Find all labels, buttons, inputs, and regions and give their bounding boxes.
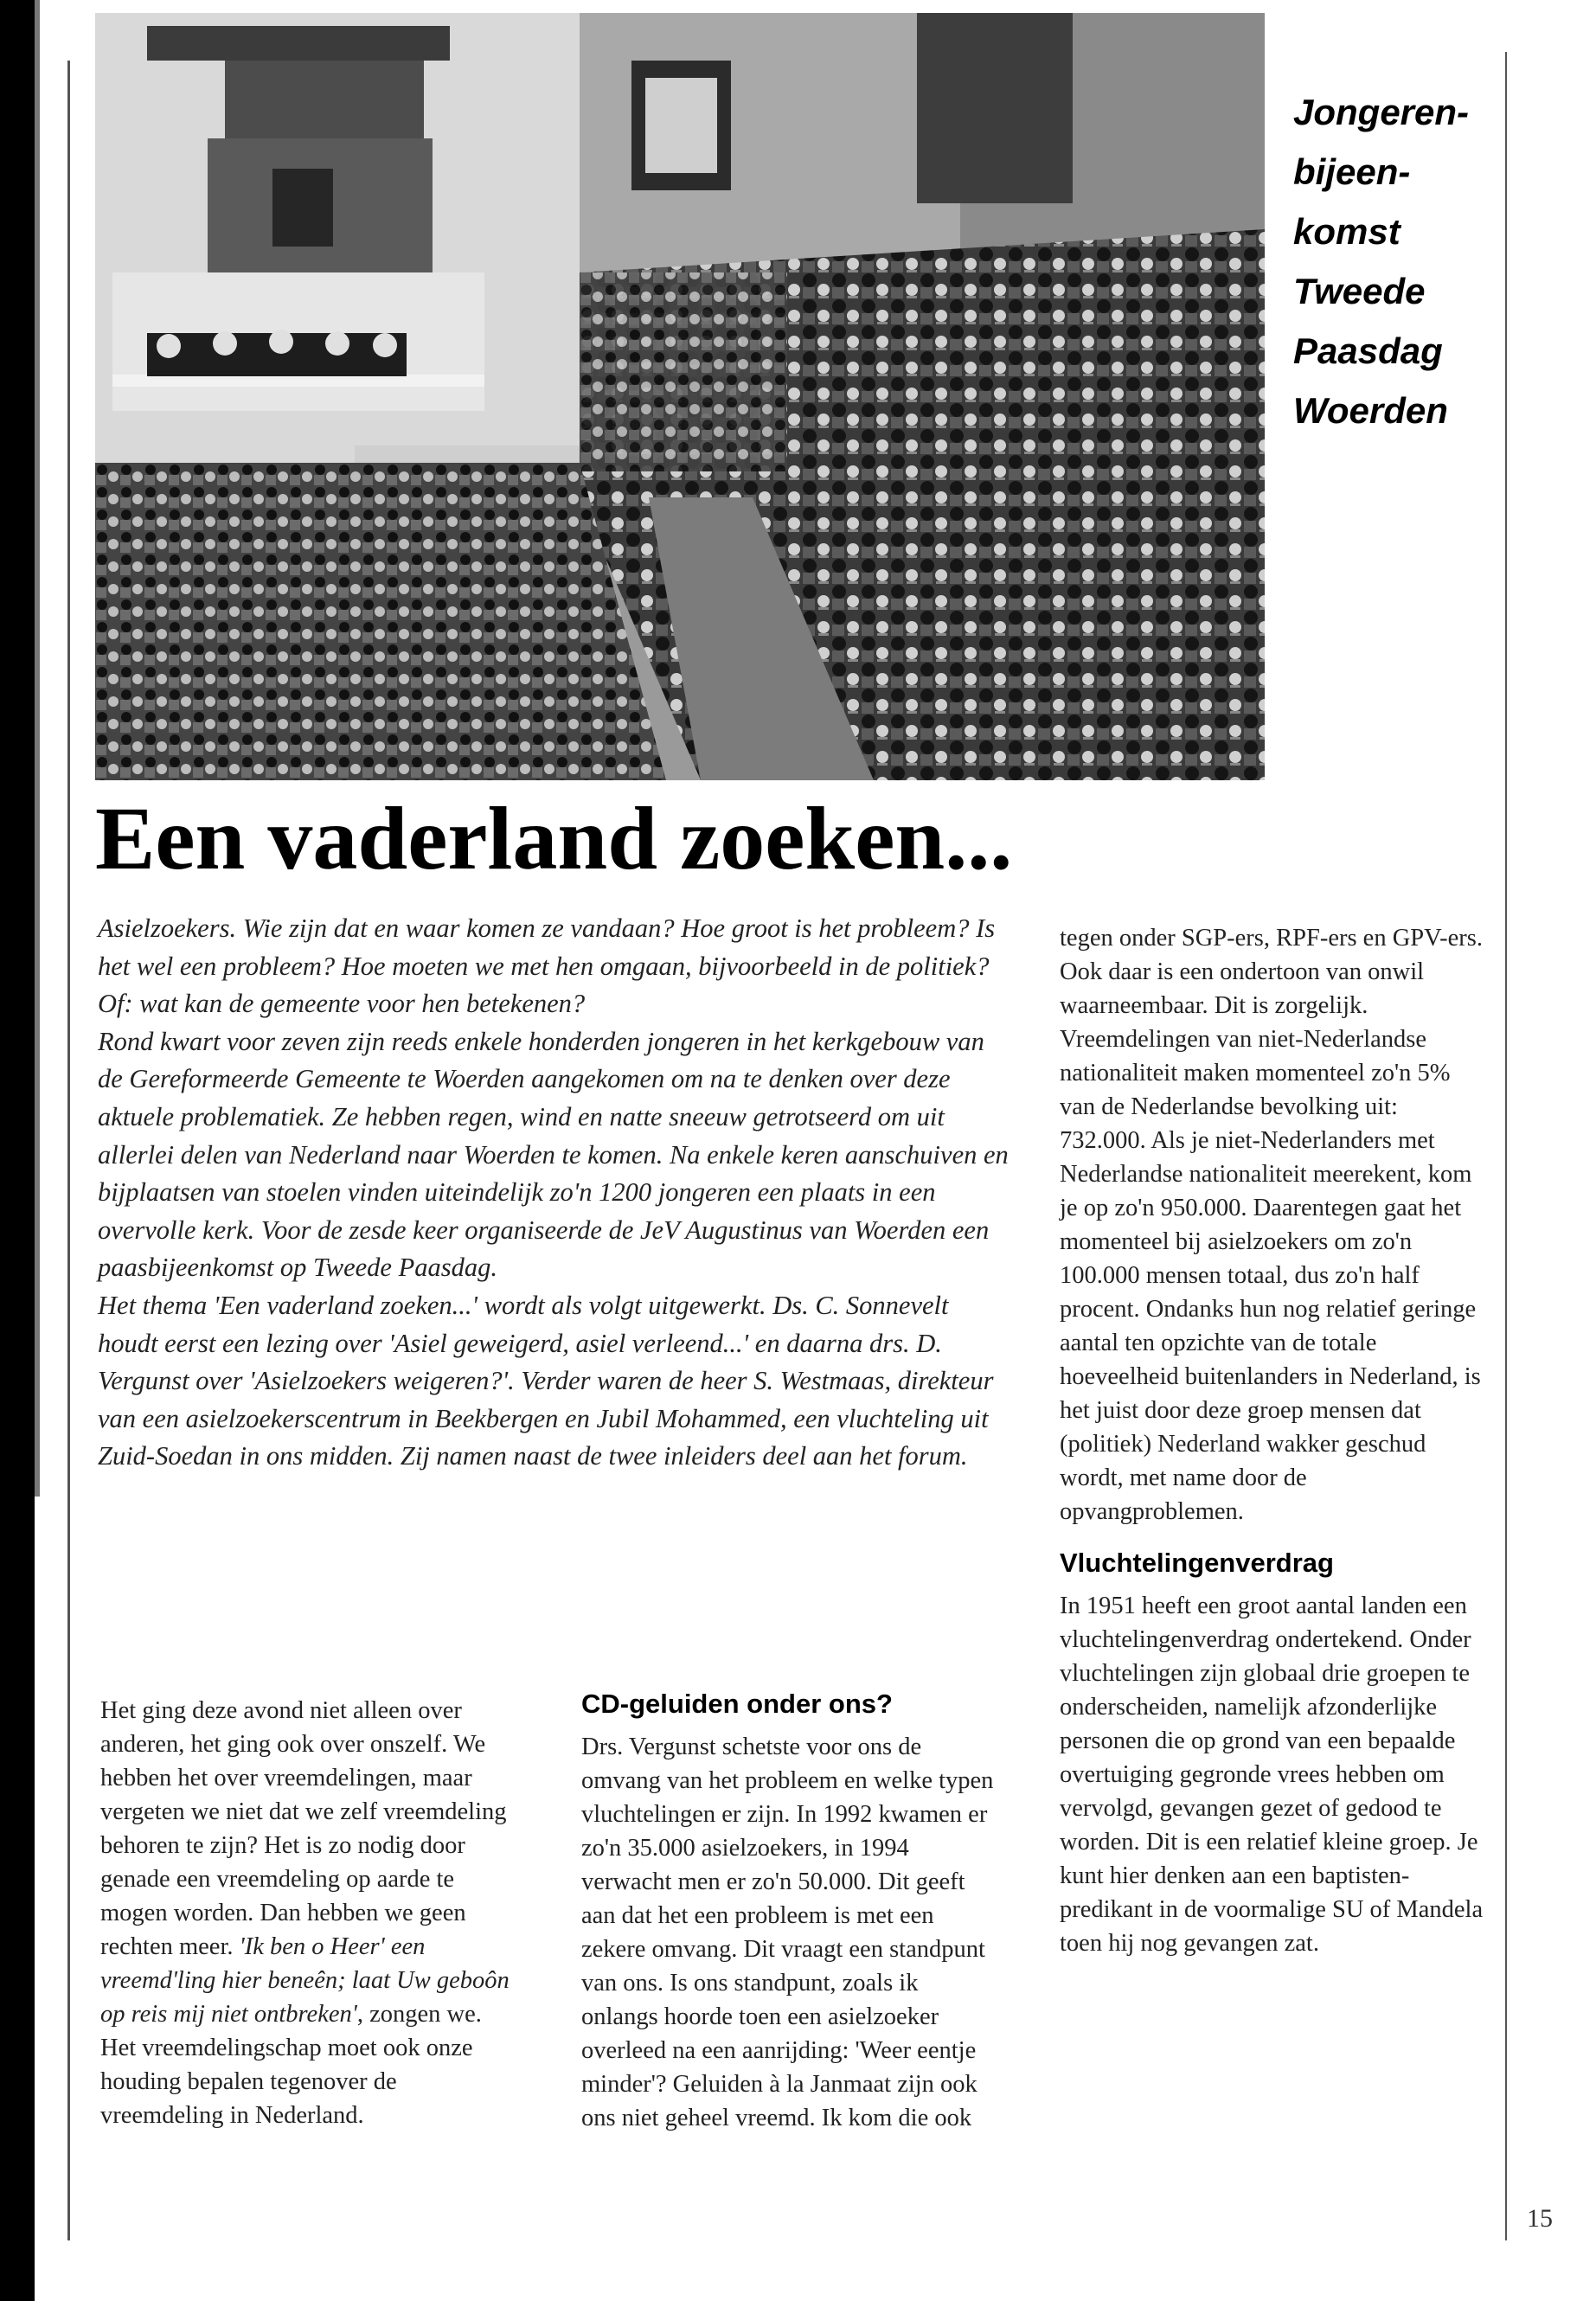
caption-line: bijeen- bbox=[1293, 151, 1411, 192]
subheading-vluchtelingenverdrag: Vluchtelingenverdrag bbox=[1060, 1548, 1334, 1578]
caption-line: Jongeren- bbox=[1293, 92, 1470, 132]
article-intro bbox=[98, 910, 1015, 1476]
caption-line: Tweede bbox=[1293, 271, 1426, 311]
intro-paragraph: Asielzoekers. Wie zijn dat en waar komen ze vandaan? Hoe groot is het probleem? Is het wel een probleem? Hoe moeten we met hen omgaan, bijvoorbeeld in de politiek? Of: wat kan de gemeente voor hen betekenen? bbox=[98, 913, 996, 1019]
scan-edge bbox=[0, 0, 35, 2301]
column2-paragraph: Drs. Vergunst schetste voor ons de omvang van het probleem en welke typen vluchtelingen er zijn. In 1992 kwamen er zo'n 35.000 asielzoekers, in 1994 verwacht men er zo'n 50.000. Dit geeft aan dat het een probleem is met een zekere omvang. Dit vraagt een standpunt van ons. Is ons standpunt, zoals ik onlangs hoorde toen een asielzoeker overleed na een aanrijding: 'Weer eentje minder'? Geluiden à la Janmaat zijn ook ons niet geheel vreemd. Ik kom die ook bbox=[581, 1734, 994, 2131]
body-column-2 bbox=[581, 1687, 997, 2135]
column3-paragraph: tegen onder SGP-ers, RPF-ers en GPV-ers. Ook daar is een ondertoon van onwil waarneembaar. Dit is zorgelijk. bbox=[1060, 925, 1483, 1019]
column1-paragraph bbox=[100, 1694, 520, 2132]
article-headline: Een vaderland zoeken... bbox=[95, 789, 1013, 888]
left-margin-rule bbox=[67, 61, 70, 2240]
psalm-quote: 'Ik ben o Heer' een vreemd'ling hier beneên; laat Uw geboôn op reis mij niet ontbreken' bbox=[100, 1933, 510, 2028]
column3-paragraph: In 1951 heeft een groot aantal landen een vluchtelingenverdrag ondertekend. Onder vluchtelingen zijn globaal drie groepen te onderscheiden, namelijk afzonderlijke personen die op grond van een bepaalde overtuiging gegronde vrees hebben om vervolgd, gevangen gezet of gedood te worden. Dit is een relatief kleine groep. Je kunt hier denken aan een baptisten-predikant in de voormalige SU of Mandela toen hij nog gevangen zat. bbox=[1060, 1593, 1484, 1957]
body-column-3 bbox=[1060, 921, 1484, 1960]
page-number: 15 bbox=[1527, 2204, 1553, 2233]
event-photo bbox=[95, 13, 1265, 780]
caption-line: Woerden bbox=[1293, 390, 1448, 431]
column1-text: Het ging deze avond niet alleen over anderen, het ging ook over onszelf. We hebben het over vreemdelingen, maar vergeten we niet dat we zelf vreemdeling behoren te zijn? Het is zo nodig door genade een vreemdeling op aarde te mogen worden. Dan hebben we geen rechten meer. bbox=[100, 1697, 507, 1960]
photo-side-caption bbox=[1293, 82, 1518, 440]
subheading-cd-geluiden: CD-geluiden onder ons? bbox=[581, 1689, 893, 1719]
caption-line: komst bbox=[1293, 211, 1401, 252]
caption-line: Paasdag bbox=[1293, 330, 1443, 371]
column3-paragraph: Vreemdelingen van niet-Nederlandse nationaliteit maken momenteel zo'n 5% van de Nederlandse bevolking uit: 732.000. Als je niet-Nederlanders met Nederlandse nationaliteit meerekent, kom je op zo'n 950.000. Daarentegen gaat het momenteel bij asielzoekers om zo'n 100.000 mensen totaal, dus zo'n half procent. Ondanks hun nog relatief geringe aantal ten opzichte van de totale hoeveelheid buitenlanders in Nederland, is het juist door deze groep mensen dat (politiek) Nederland wakker geschud wordt, met name door de opvangproblemen. bbox=[1060, 1026, 1481, 1525]
intro-paragraph: Het thema 'Een vaderland zoeken...' wordt als volgt uitgewerkt. Ds. C. Sonnevelt houdt eerst een lezing over 'Asiel geweigerd, asiel verleend...' en daarna drs. D. Vergunst over 'Asielzoekers weigeren?'. Verder waren de heer S. Westmaas, direkteur van een asielzoekerscentrum in Beekbergen en Jubil Mohammed, een vluchteling uit Zuid-Soedan in ons midden. Zij namen naast de twee inleiders deel aan het forum. bbox=[98, 1290, 994, 1471]
intro-paragraph: Rond kwart voor zeven zijn reeds enkele honderden jongeren in het kerkgebouw van de Gereformeerde Gemeente te Woerden aangekomen om na te denken over deze aktuele problematiek. Ze hebben regen, wind en natte sneeuw getrotseerd om uit allerlei delen van Nederland naar Woerden te komen. Na enkele keren aanschuiven en bijplaatsen van stoelen vinden uiteindelijk zo'n 1200 jongeren een plaats in een overvolle kerk. Voor de zesde keer organiseerde de JeV Augustinus van Woerden een paasbijeenkomst op Tweede Paasdag. bbox=[98, 1026, 1009, 1283]
scan-edge-shadow bbox=[35, 0, 40, 1497]
body-column-1 bbox=[100, 1694, 520, 2132]
column1-text-end: , zongen we. Het vreemdelingschap moet ook onze houding bepalen tegenover de vreemdeling in Nederland. bbox=[100, 2001, 482, 2129]
